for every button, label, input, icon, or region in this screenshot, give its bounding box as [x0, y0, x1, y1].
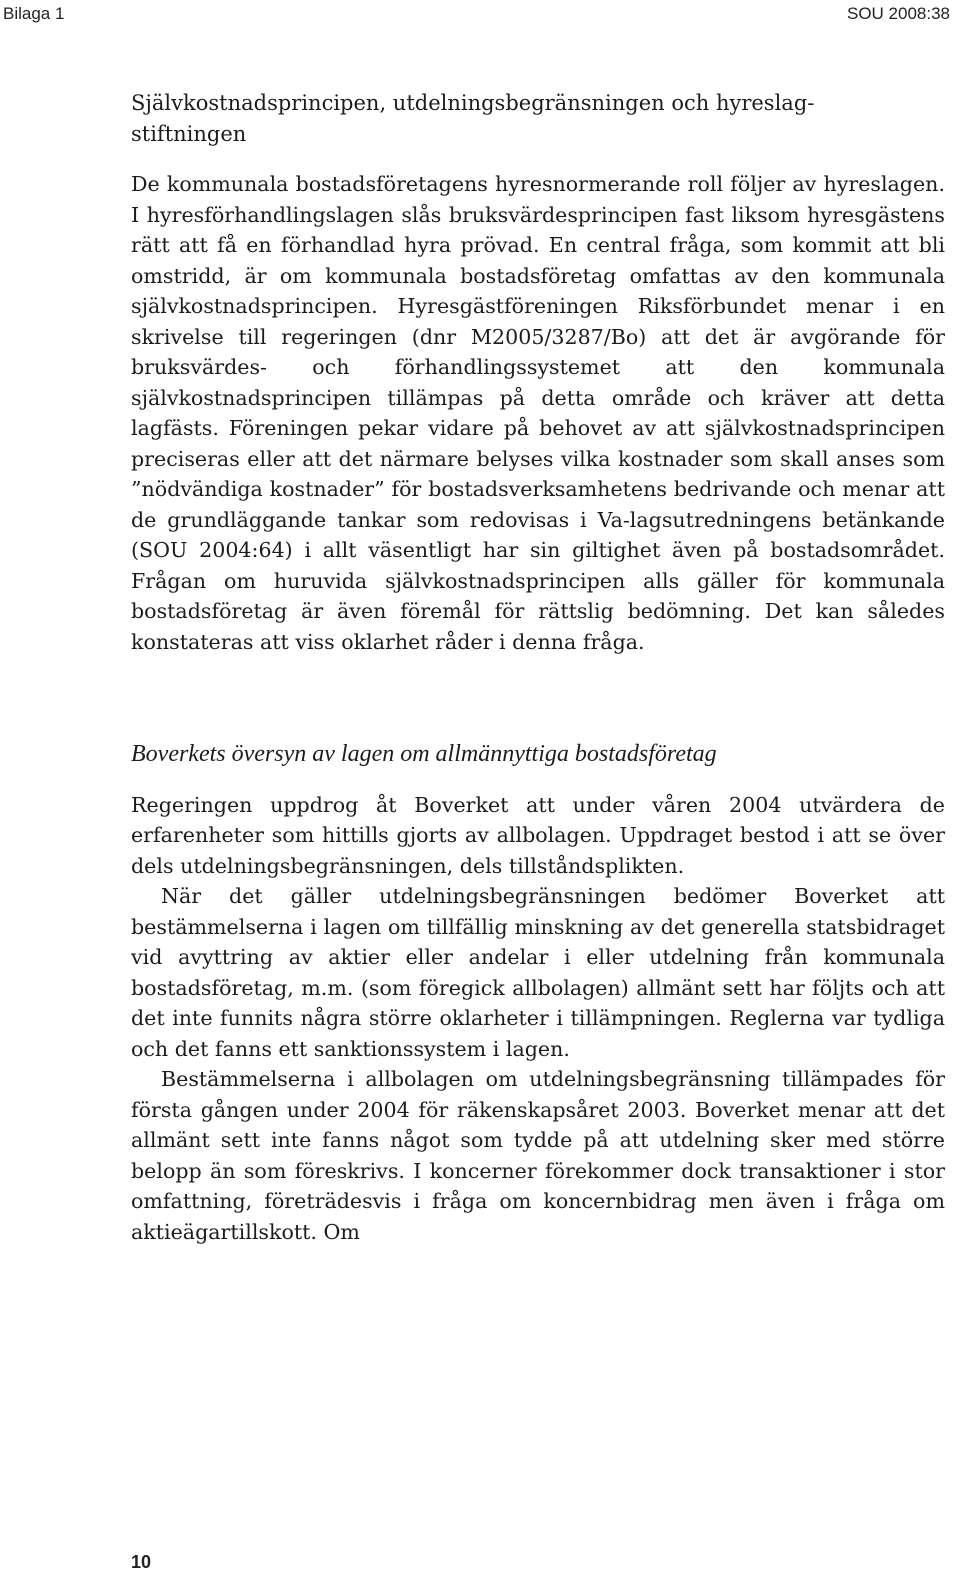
paragraph-first-application: Bestämmelserna i allbolagen om utdelningsbegränsning tillämpades för första gången under 2004 för räkenskapsåret 2003. Boverket menar att det allmänt sett inte fanns något som tydde på att utdelning sker med större belopp än som föreskrivs. I koncerner förekommer dock transaktioner i stor omfattning, företrädesvis i fråga om koncernbidrag men även i fråga om aktieägartillskott. Om: [131, 1067, 945, 1244]
report-number: SOU 2008:38: [846, 4, 950, 23]
running-header: [0, 0, 960, 30]
section-heading-selfcost: Självkostnadsprincipen, utdelningsbegränsningen och hyreslag- stiftningen: [131, 91, 815, 146]
page-number: 10: [131, 1552, 152, 1572]
appendix-label: Bilaga 1: [3, 4, 65, 23]
paragraph-selfcost: De kommunala bostadsföretagens hyresnormerande roll följer av hyreslagen. I hyresförhandlingslagen slås bruksvärdesprincipen fast liksom hyresgästens rätt att få en förhandlad hyra prövad. En central fråga, som kommit att bli omstridd, är om kommunala bostadsföretag omfattas av den kommunala självkostnadsprincipen. Hyresgästföreningen Riksförbundet menar i en skrivelse till regeringen (dnr M2005/3287/Bo) att det är avgörande för bruksvärdes- och förhandlingssystemet att den kommunala självkostnadsprincipen tillämpas på detta område och kräver att detta lagfästs. Föreningen pekar vidare på behovet av att självkostnadsprincipen preciseras eller att det närmare belyses vilka kostnader som skall anses som ”nödvändiga kostnader” för bostadsverksamhetens bedrivande och menar att de grundläggande tankar som redovisas i Va-lagsutredningens betänkande (SOU 2004:64) i allt väsentligt har sin giltighet även på bostadsområdet. Frågan om huruvida självkostnadsprincipen alls gäller för kommunala bostadsföretag är även föremål för rättslig bedömning. Det kan således konstateras att viss oklarhet råder i denna fråga.: [131, 172, 945, 654]
paragraph-assignment: Regeringen uppdrog åt Boverket att under våren 2004 utvärdera de erfarenheter som hittills gjorts av allbolagen. Uppdraget bestod i att se över dels utdelningsbegränsningen, dels tillståndsplikten.: [131, 792, 945, 878]
section-spacer: [131, 657, 945, 739]
page-body: [131, 88, 945, 1247]
section-heading-boverket: Boverkets översyn av lagen om allmännyttiga bostadsföretag: [131, 741, 717, 767]
paragraph-dividend-limit: När det gäller utdelningsbegränsningen bedömer Boverket att bestämmelserna i lagen om tillfällig minskning av det generella statsbidraget vid avyttring av aktier eller andelar i eller utdelning från kommunala bostadsföretag, m.m. (som föregick allbolagen) allmänt sett har följts och att det inte funnits några större oklarheter i tillämpningen. Reglerna var tydliga och det fanns ett sanktionssystem i lagen.: [131, 884, 945, 1061]
